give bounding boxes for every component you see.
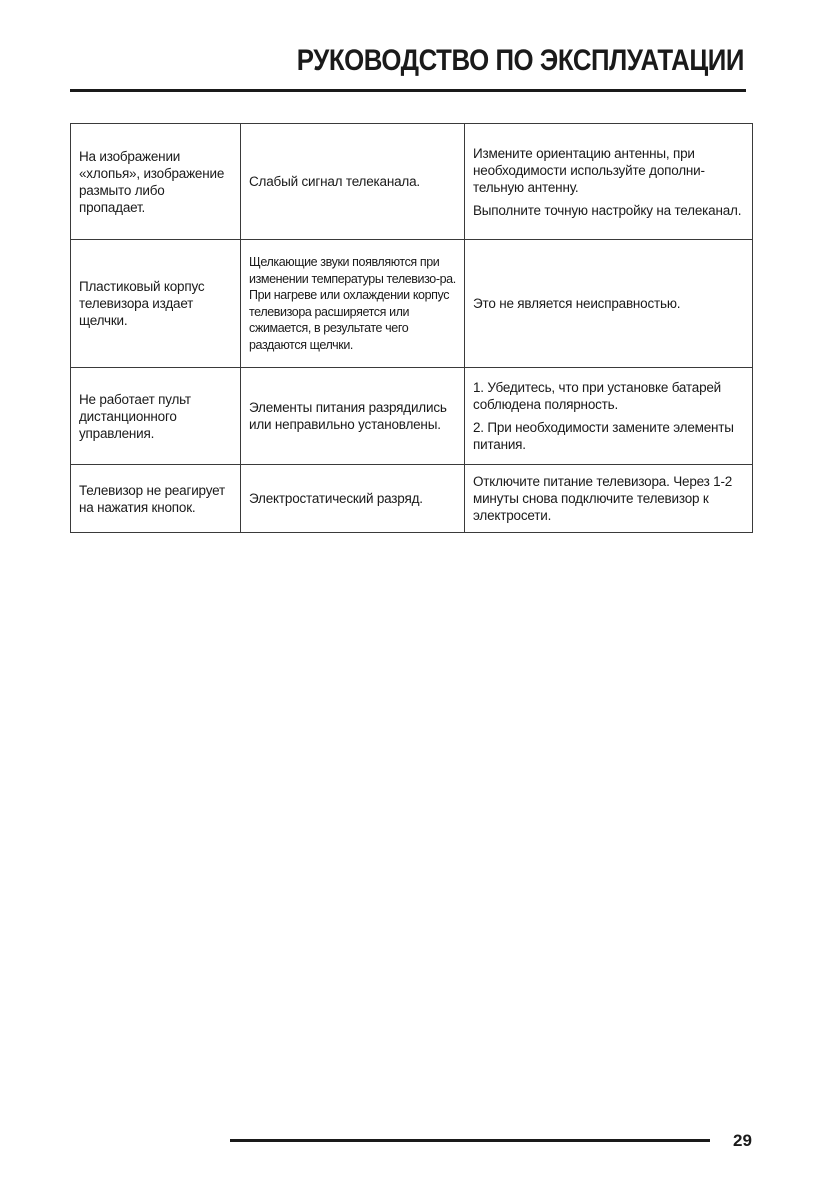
problem-cell: Телевизор не реагирует на нажатия кнопок. [71, 465, 241, 533]
solution-text: 1. Убедитесь, что при установке батарей соблюдена полярность. [473, 380, 722, 412]
solution-cell [465, 124, 753, 240]
cause-cell: Электростатический разряд. [241, 465, 465, 533]
table-row [71, 240, 753, 368]
cause-cell: Слабый сигнал телеканала. [241, 124, 465, 240]
solution-text: Выполните точную настройку на телеканал. [473, 202, 742, 218]
page-title: РУКОВОДСТВО ПО ЭКСПЛУАТАЦИИ [296, 44, 744, 77]
solution-cell [465, 465, 753, 533]
footer-divider [230, 1139, 710, 1142]
table-row [71, 368, 753, 465]
cause-cell: Элементы питания разрядились или неправильно установлены. [241, 368, 465, 465]
problem-cell: Пластиковый корпус телевизора издает щелчки. [71, 240, 241, 368]
table-row [71, 465, 753, 533]
solution-text: Измените ориентацию антенны, при необходимости используйте дополни-тельную антенну. [473, 145, 705, 195]
cause-cell: Щелкающие звуки появляются при изменении температуры телевизо-ра. При нагреве или охлаждении корпус телевизора расширяется или сжимается, в результате чего раздаются щелчки. [241, 240, 465, 368]
troubleshooting-table [70, 123, 753, 533]
header-divider [70, 89, 746, 92]
solution-text: Это не является неисправностью. [473, 296, 681, 311]
solution-text: Отключите питание телевизора. Через 1-2 минуты снова подключите телевизор к электросети. [473, 474, 733, 523]
problem-cell: На изображении «хлопья», изображение размыто либо пропадает. [71, 124, 241, 240]
page-number: 29 [733, 1131, 752, 1150]
solution-text: 2. При необходимости замените элементы питания. [473, 420, 734, 452]
table-row [71, 124, 753, 240]
solution-cell [465, 240, 753, 368]
problem-cell: Не работает пульт дистанционного управления. [71, 368, 241, 465]
solution-cell [465, 368, 753, 465]
